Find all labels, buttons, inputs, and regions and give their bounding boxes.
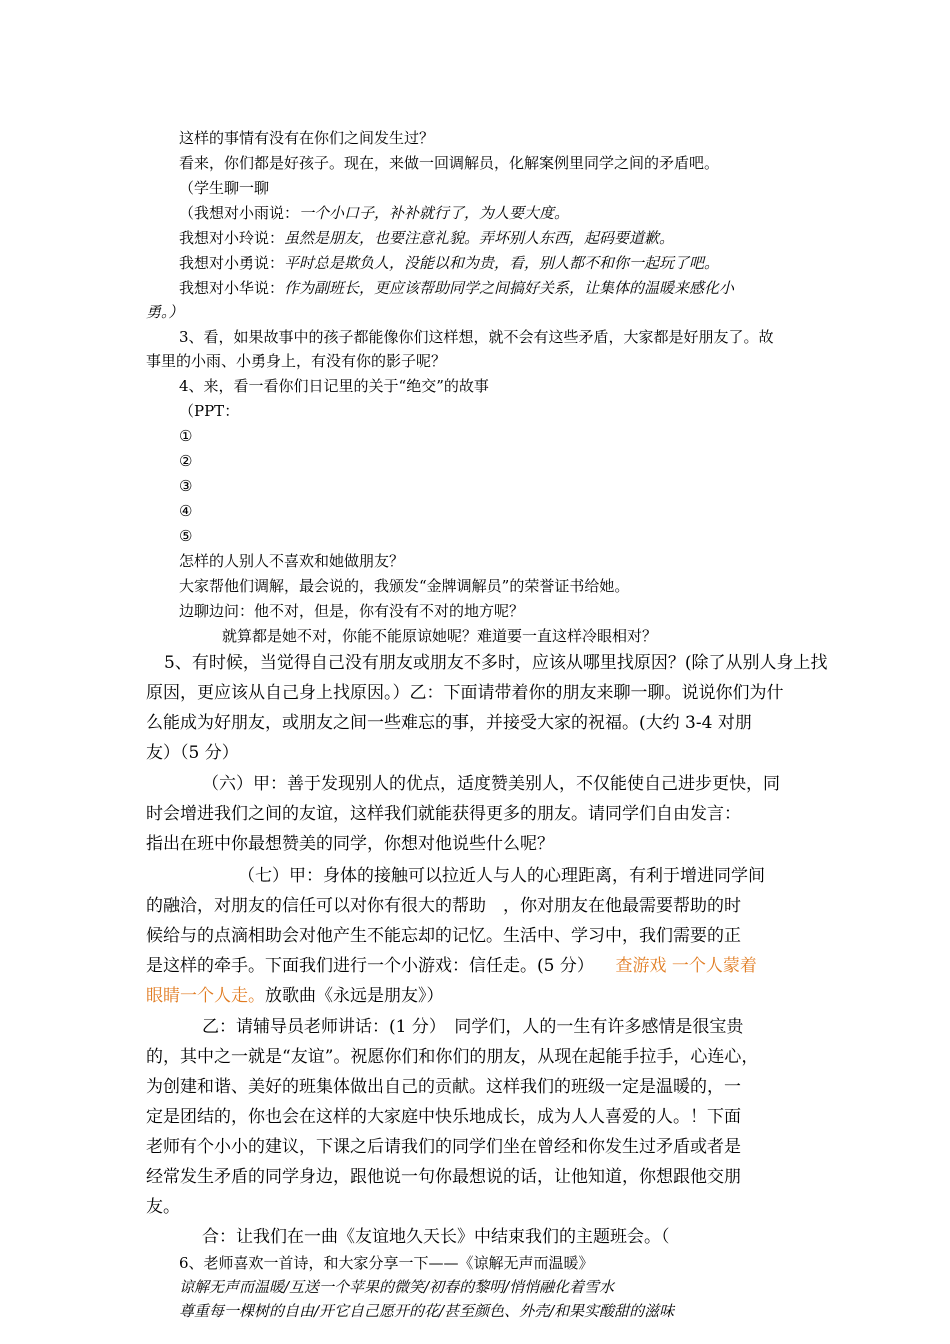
paragraph-line: 原因，更应该从自己身上找原因。）乙：下面请带着你的朋友来聊一聊。说说你们为什: [146, 683, 784, 703]
paragraph-line: 这样的事情有没有在你们之间发生过？: [179, 129, 435, 147]
paragraph-line: 定是团结的，你也会在这样的大家庭中快乐地成长，成为人人喜爱的人。！下面: [146, 1107, 741, 1127]
paragraph-line: （PPT：: [179, 402, 240, 420]
paragraph-line: 5、有时候，当觉得自己没有朋友或朋友不多时，应该从哪里找原因？(除了从别人身上找: [164, 653, 828, 673]
speaker-label: 我想对小玲说：: [179, 229, 285, 247]
paragraph-line: [146, 981, 444, 1011]
paragraph-line: 指出在班中你最想赞美的同学，你想对他说些什么呢？: [146, 834, 554, 854]
paragraph-line: 大家帮他们调解，最会说的，我颁发“金牌调解员”的荣誉证书给她。: [179, 577, 630, 595]
italic-quote: 虽然是朋友，也要注意礼貌。弄坏别人东西，起码要道歉。: [284, 229, 675, 247]
paragraph-line: 事里的小雨、小勇身上，有没有你的影子呢？: [146, 352, 447, 370]
italic-quote: 作为副班长，更应该帮助同学之间搞好关系，让集体的温暖来感化小: [284, 279, 735, 297]
paragraph-line: 就算都是她不对，你能不能原谅她呢？难道要一直这样冷眼相对？: [222, 627, 658, 645]
italic-quote: 勇。）: [146, 303, 184, 321]
paragraph-line: 3、看，如果故事中的孩子都能像你们这样想，就不会有这些矛盾，大家都是好朋友了。故: [179, 328, 774, 346]
paragraph-line: [146, 951, 757, 981]
paragraph-line: （六）甲：善于发现别人的优点，适度赞美别人，不仅能使自己进步更快，同: [202, 774, 780, 794]
paragraph-text: 是这样的牵手。下面我们进行一个小游戏：信任走。(5 分）: [146, 956, 594, 976]
paragraph-line: 合：让我们在一曲《友谊地久天长》中结束我们的主题班会。（: [202, 1227, 670, 1247]
paragraph-line: 怎样的人别人不喜欢和她做朋友？: [179, 552, 405, 570]
paragraph-line: 6、老师喜欢一首诗，和大家分享一下——《谅解无声而温暖》: [179, 1254, 594, 1272]
speaker-label: （我想对小雨说：: [179, 204, 300, 222]
paragraph-line: 4、来，看一看你们日记里的关于“绝交”的故事: [179, 377, 489, 395]
paragraph-line: 边聊边问：他不对，但是，你有没有不对的地方呢？: [179, 602, 525, 620]
paragraph-line: 友。: [146, 1197, 180, 1217]
list-item: ③: [179, 477, 193, 495]
paragraph-line: 为创建和谐、美好的班集体做出自己的贡献。这样我们的班级一定是温暖的，一: [146, 1077, 741, 1097]
italic-quote: 平时总是欺负人，没能以和为贵，看，别人都不和你一起玩了吧。: [284, 254, 720, 272]
paragraph-line: （七）甲：身体的接触可以拉近人与人的心理距离，有利于增进同学间: [238, 866, 765, 886]
paragraph-line: [179, 201, 569, 225]
paragraph-line: 经常发生矛盾的同学身边，跟他说一句你最想说的话，让他知道，你想跟他交朋: [146, 1167, 741, 1187]
paragraph-line: 的融洽，对朋友的信任可以对你有很大的帮助 ，你对朋友在他最需要帮助的时: [146, 896, 741, 916]
paragraph-line: [179, 251, 719, 275]
italic-quote: 一个小口子，补补就行了，为人要大度。: [299, 204, 570, 222]
poem-line: 谅解无声而温暖/互送一个苹果的微笑/初春的黎明/悄悄融化着雪水: [179, 1278, 615, 1296]
paragraph-line: [179, 226, 674, 250]
paragraph-line: （学生聊一聊: [179, 179, 270, 197]
speaker-label: 我想对小华说：: [179, 279, 285, 297]
list-item: ①: [179, 427, 193, 445]
paragraph-line: 候给与的点滴相助会对他产生不能忘却的记忆。生活中、学习中，我们需要的正: [146, 926, 741, 946]
paragraph-line: 老师有个小小的建议，下课之后请我们的同学们坐在曾经和你发生过矛盾或者是: [146, 1137, 741, 1157]
paragraph-line: 时会增进我们之间的友谊，这样我们就能获得更多的朋友。请同学们自由发言：: [146, 804, 741, 824]
paragraph-line: 么能成为好朋友，或朋友之间一些难忘的事，并接受大家的祝福。(大约 3-4 对朋: [146, 713, 752, 733]
speaker-label: 我想对小勇说：: [179, 254, 285, 272]
paragraph-line: [179, 276, 734, 300]
poem-line: 尊重每一棵树的自由/开它自己愿开的花/甚至颜色、外壳/和果实酸甜的滋味: [179, 1302, 675, 1320]
list-item: ④: [179, 502, 193, 520]
paragraph-line: 看来，你们都是好孩子。现在，来做一回调解员，化解案例里同学之间的矛盾吧。: [179, 154, 720, 172]
paragraph-line: 友）（5 分）: [146, 743, 239, 763]
paragraph-text: 放歌曲《永远是朋友》）: [265, 986, 444, 1006]
paragraph-line: 的，其中之一就是“友谊”。祝愿你们和你们的朋友，从现在起能手拉手，心连心，: [146, 1047, 759, 1067]
highlight-note: 查游戏 一个人蒙着: [615, 956, 757, 976]
list-item: ⑤: [179, 527, 193, 545]
paragraph-line: 乙：请辅导员老师讲话：(1 分） 同学们，人的一生有许多感情是很宝贵: [202, 1017, 744, 1037]
list-item: ②: [179, 452, 193, 470]
paragraph-line: [146, 300, 184, 324]
highlight-note: 眼睛一个人走。: [146, 986, 265, 1006]
